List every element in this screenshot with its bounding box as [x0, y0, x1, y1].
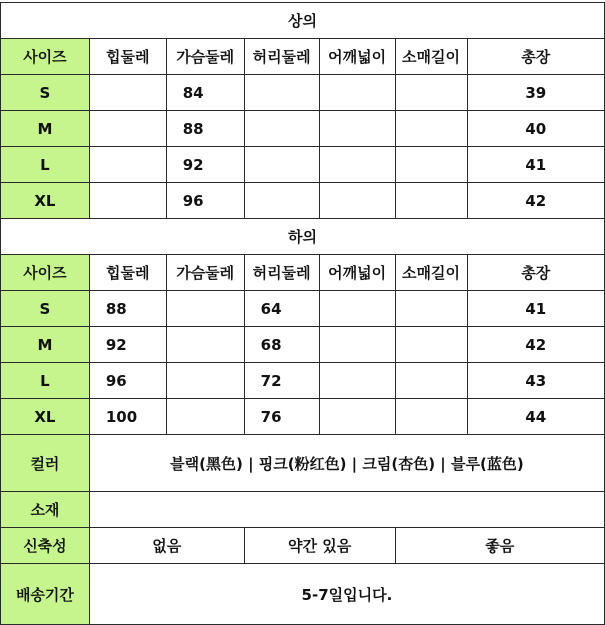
length-cell: 42	[467, 183, 604, 219]
hip-cell: 100	[89, 399, 166, 435]
waist-cell	[244, 111, 319, 147]
sleeve-cell	[395, 111, 467, 147]
bottom-header-shoulder: 어깨넓이	[319, 255, 395, 291]
bottom-header-size: 사이즈	[1, 255, 90, 291]
size-label: L	[1, 147, 90, 183]
color-label: 컬러	[1, 435, 90, 492]
waist-cell: 72	[244, 363, 319, 399]
size-label: XL	[1, 183, 90, 219]
waist-cell	[244, 183, 319, 219]
sleeve-cell	[395, 291, 467, 327]
chest-cell: 96	[166, 183, 244, 219]
table-row	[1, 363, 605, 399]
shoulder-cell	[319, 399, 395, 435]
hip-cell: 96	[89, 363, 166, 399]
table-row	[1, 327, 605, 363]
table-row	[1, 111, 605, 147]
shoulder-cell	[319, 327, 395, 363]
table-row	[1, 399, 605, 435]
chest-cell	[166, 327, 244, 363]
top-header-sleeve: 소매길이	[395, 39, 467, 75]
sleeve-cell	[395, 183, 467, 219]
shipping-value: 5-7일입니다.	[89, 564, 604, 625]
top-header-hip: 힙둘레	[89, 39, 166, 75]
shoulder-cell	[319, 363, 395, 399]
size-label: M	[1, 327, 90, 363]
top-title-row	[1, 3, 605, 39]
top-header-waist: 허리둘레	[244, 39, 319, 75]
top-section-title: 상의	[1, 3, 605, 39]
length-cell: 44	[467, 399, 604, 435]
color-row	[1, 435, 605, 492]
material-label: 소재	[1, 492, 90, 528]
hip-cell: 92	[89, 327, 166, 363]
stretch-option-good: 좋음	[395, 528, 604, 564]
shipping-label: 배송기간	[1, 564, 90, 625]
sleeve-cell	[395, 147, 467, 183]
waist-cell: 64	[244, 291, 319, 327]
shoulder-cell	[319, 291, 395, 327]
waist-cell: 76	[244, 399, 319, 435]
waist-cell	[244, 75, 319, 111]
table-row	[1, 147, 605, 183]
sleeve-cell	[395, 399, 467, 435]
length-cell: 41	[467, 291, 604, 327]
sleeve-cell	[395, 75, 467, 111]
bottom-header-sleeve: 소매길이	[395, 255, 467, 291]
shoulder-cell	[319, 75, 395, 111]
chest-cell	[166, 363, 244, 399]
shoulder-cell	[319, 147, 395, 183]
waist-cell	[244, 147, 319, 183]
hip-cell	[89, 147, 166, 183]
size-label: S	[1, 75, 90, 111]
chest-cell	[166, 291, 244, 327]
top-header-row	[1, 39, 605, 75]
size-label: S	[1, 291, 90, 327]
chest-cell: 92	[166, 147, 244, 183]
length-cell: 41	[467, 147, 604, 183]
bottom-header-waist: 허리둘레	[244, 255, 319, 291]
sleeve-cell	[395, 363, 467, 399]
bottom-header-row	[1, 255, 605, 291]
hip-cell	[89, 183, 166, 219]
table-row	[1, 75, 605, 111]
top-header-length: 총장	[467, 39, 604, 75]
shipping-row	[1, 564, 605, 625]
color-value: 블랙(黑色) | 핑크(粉红色) | 크림(杏色) | 블루(蓝色)	[89, 435, 604, 492]
bottom-header-hip: 힙둘레	[89, 255, 166, 291]
bottom-header-length: 총장	[467, 255, 604, 291]
stretch-option-some: 약간 있음	[244, 528, 395, 564]
bottom-section-title: 하의	[1, 219, 605, 255]
length-cell: 42	[467, 327, 604, 363]
stretch-option-none: 없음	[89, 528, 244, 564]
size-label: XL	[1, 399, 90, 435]
top-header-size: 사이즈	[1, 39, 90, 75]
size-label: M	[1, 111, 90, 147]
shoulder-cell	[319, 183, 395, 219]
length-cell: 39	[467, 75, 604, 111]
hip-cell	[89, 111, 166, 147]
material-row	[1, 492, 605, 528]
shoulder-cell	[319, 111, 395, 147]
stretch-label: 신축성	[1, 528, 90, 564]
top-header-shoulder: 어깨넓이	[319, 39, 395, 75]
bottom-header-chest: 가슴둘레	[166, 255, 244, 291]
stretch-row	[1, 528, 605, 564]
hip-cell: 88	[89, 291, 166, 327]
hip-cell	[89, 75, 166, 111]
sleeve-cell	[395, 327, 467, 363]
waist-cell: 68	[244, 327, 319, 363]
bottom-title-row	[1, 219, 605, 255]
size-table	[0, 2, 605, 625]
size-label: L	[1, 363, 90, 399]
chest-cell: 84	[166, 75, 244, 111]
chest-cell	[166, 399, 244, 435]
length-cell: 40	[467, 111, 604, 147]
chest-cell: 88	[166, 111, 244, 147]
top-header-chest: 가슴둘레	[166, 39, 244, 75]
material-value	[89, 492, 604, 528]
length-cell: 43	[467, 363, 604, 399]
table-row	[1, 291, 605, 327]
table-row	[1, 183, 605, 219]
